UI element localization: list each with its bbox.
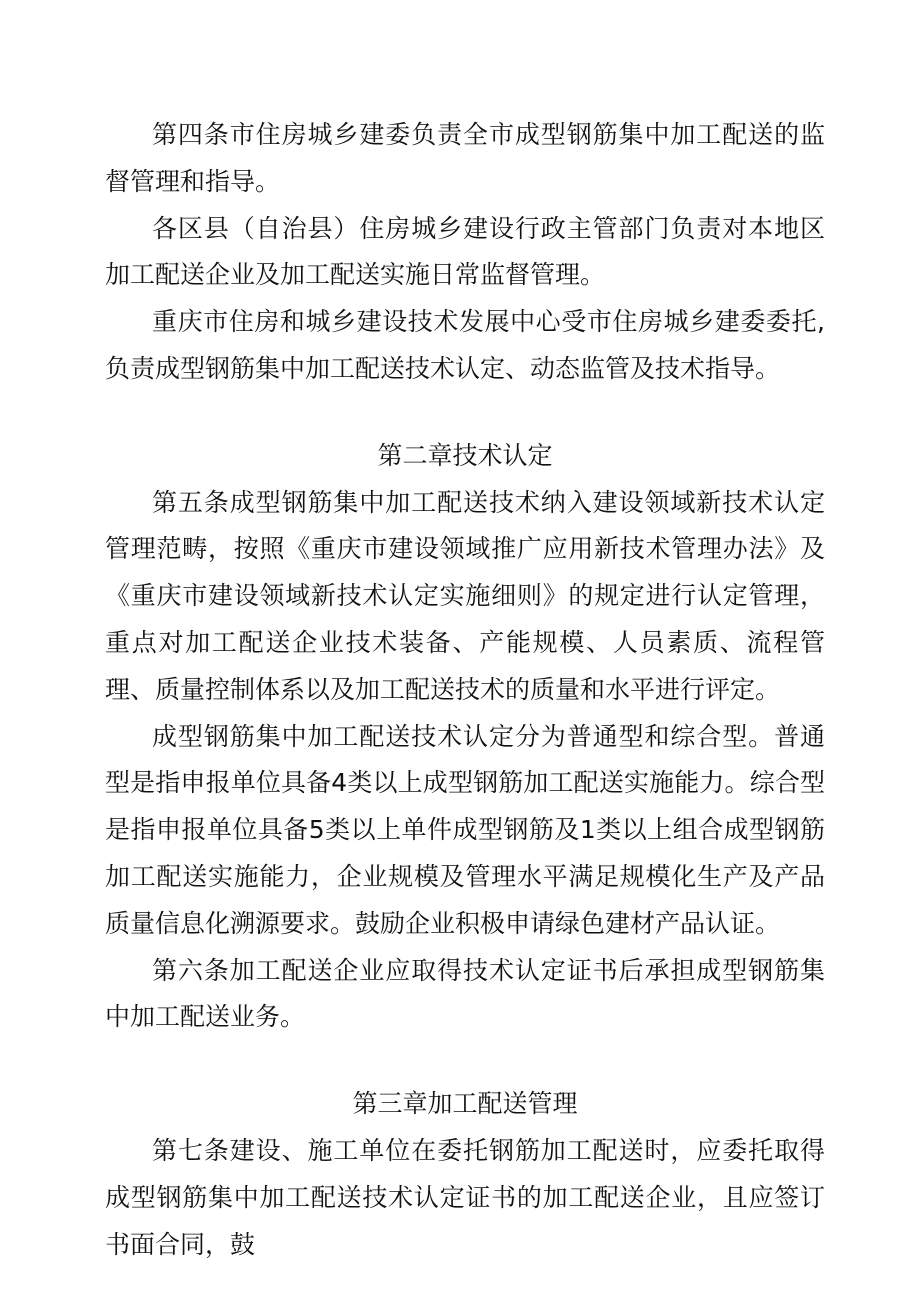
section-gap	[105, 1041, 825, 1061]
article-7-paragraph: 第七条建设、施工单位在委托钢筋加工配送时，应委托取得成型钢筋集中加工配送技术认定证书的加工配送企业，且应签订书面合同，鼓	[105, 1135, 825, 1259]
development-center-paragraph: 重庆市住房和城乡建设技术发展中心受市住房城乡建委委托,负责成型钢筋集中加工配送技术认定、动态监管及技术指导。	[105, 307, 825, 383]
certification-types-paragraph: 成型钢筋集中加工配送技术认定分为普通型和综合型。普通型是指申报单位具备4类以上成型钢筋加工配送实施能力。综合型是指申报单位具备5类以上单件成型钢筋及1类以上组合成型钢筋加工配送实施能力，企业规模及管理水平满足规模化生产及产品质量信息化溯源要求。鼓励企业积极申请绿色建材产品认证。	[105, 721, 825, 938]
section-gap	[105, 393, 825, 413]
section-gap	[105, 1061, 825, 1081]
article-6-paragraph: 第六条加工配送企业应取得技术认定证书后承担成型钢筋集中加工配送业务。	[105, 955, 825, 1032]
section-gap	[105, 413, 825, 433]
chapter-2-heading: 第二章技术认定	[377, 440, 553, 470]
article-4-paragraph: 第四条市住房城乡建委负责全市成型钢筋集中加工配送的监督管理和指导。	[105, 120, 825, 196]
article-5-paragraph: 第五条成型钢筋集中加工配送技术纳入建设领域新技术认定管理范畴，按照《重庆市建设领域推广应用新技术管理办法》及《重庆市建设领域新技术认定实施细则》的规定进行认定管理，重点对加工配送企业技术装备、产能规模、人员素质、流程管理、质量控制体系以及加工配送技术的质量和水平进行评定。	[105, 487, 825, 704]
chapter-3-heading: 第三章加工配送管理	[352, 1089, 578, 1119]
document-body	[105, 112, 825, 1268]
district-supervision-paragraph: 各区县（自治县）住房城乡建设行政主管部门负责对本地区加工配送企业及加工配送实施日常监督管理。	[105, 213, 825, 290]
